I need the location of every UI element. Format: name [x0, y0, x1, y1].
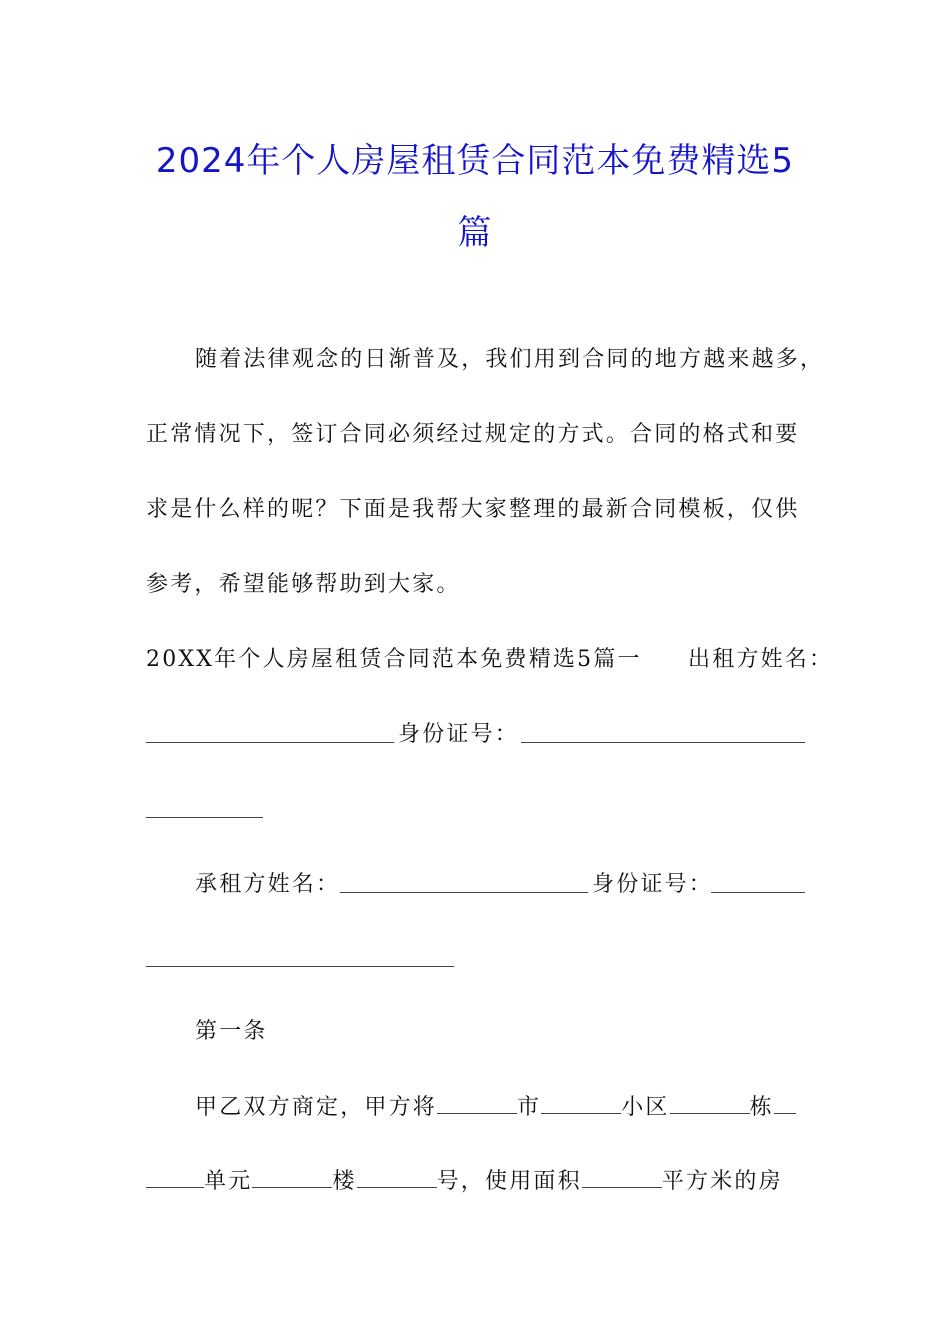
lessee-id-blank[interactable] [711, 892, 805, 893]
clause-line-1 [195, 1093, 796, 1123]
unit-blank-start[interactable] [774, 1093, 796, 1114]
contract-heading: 20XX年个人房屋租赁合同范本免费精选5篇一 [146, 647, 642, 672]
lessor-id-blank[interactable] [521, 742, 805, 743]
city-label: 市 [517, 1095, 542, 1120]
intro-line-4: 参考，希望能够帮助到大家。 [146, 572, 461, 597]
lessor-name-blank[interactable] [146, 742, 394, 743]
area-blank[interactable] [582, 1167, 662, 1188]
number-label: 号，使用面积 [436, 1169, 582, 1194]
lessor-id-label: 身份证号： [398, 722, 520, 747]
building-blank[interactable] [670, 1093, 750, 1114]
unit-label: 单元 [204, 1169, 253, 1194]
contract-heading-line [146, 645, 642, 675]
intro-line-3: 求是什么样的呢？下面是我帮大家整理的最新合同模板，仅供 [146, 497, 800, 522]
lessee-name-label: 承租方姓名： [195, 872, 341, 897]
unit-blank[interactable] [146, 1167, 204, 1188]
city-blank[interactable] [437, 1093, 517, 1114]
floor-label: 楼 [332, 1169, 357, 1194]
community-blank[interactable] [541, 1093, 621, 1114]
area-label: 平方米的房 [661, 1169, 783, 1194]
lessor-id-blank-continued[interactable] [146, 817, 263, 818]
lessee-id-blank-continued[interactable] [146, 966, 454, 967]
number-blank[interactable] [357, 1167, 437, 1188]
intro-line-1: 随着法律观念的日渐普及，我们用到合同的地方越来越多， [195, 347, 825, 372]
lessee-id-label: 身份证号： [592, 872, 714, 897]
community-label: 小区 [621, 1095, 670, 1120]
building-label: 栋 [749, 1095, 774, 1120]
document-title: 2024年个人房屋租赁合同范本免费精选5 [155, 141, 795, 181]
clause-text: 甲乙双方商定，甲方将 [195, 1095, 438, 1120]
floor-blank[interactable] [252, 1167, 332, 1188]
intro-line-2: 正常情况下，签订合同必须经过规定的方式。合同的格式和要 [146, 422, 800, 447]
lessee-name-blank[interactable] [340, 892, 588, 893]
article-1-heading: 第一条 [195, 1019, 268, 1044]
document-title-continued: 篇 [457, 213, 493, 253]
lessor-name-label: 出租方姓名： [688, 647, 834, 672]
clause-line-2 [146, 1167, 783, 1197]
